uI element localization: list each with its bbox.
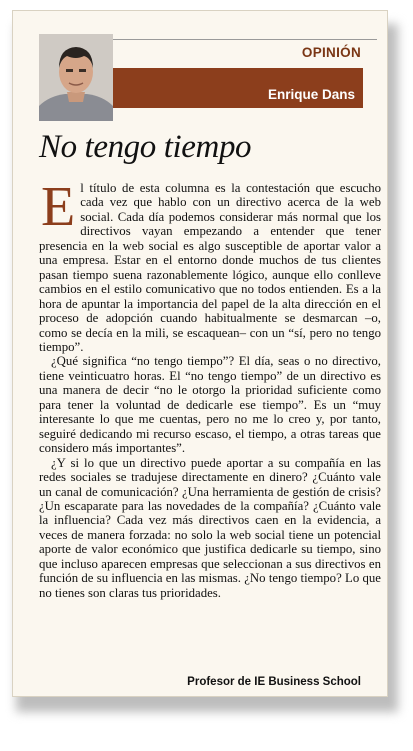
author-photo-drawing xyxy=(39,34,113,121)
newspaper-clipping xyxy=(12,10,388,697)
article-body xyxy=(39,176,381,600)
paragraph-2: ¿Qué significa “no tengo tiempo”? El día, seas o no directivo, tiene veinticuatro horas. El “no tengo tiempo” de un directivo es una manera de decir “no le otorgo la prioridad suficiente como para tener la voluntad de dedicarle ese tiempo”. Es un “muy interesante lo que me cuentas, pero no me lo creo y, por tanto, seguiré dedicando mi recurso escaso, el tiempo, a otras tareas que considero más importantes”. xyxy=(39,354,381,456)
author-signature: Profesor de IE Business School xyxy=(187,676,361,688)
paragraph-1 xyxy=(39,176,381,354)
author-portrait-icon xyxy=(39,34,113,121)
article-title: No tengo tiempo xyxy=(39,129,252,165)
paragraph-1-text: l título de esta columna es la contestación que escucho cada vez que hablo con un directivo acerca de la web social. Cada día podemos considerar más normal que los directivos vayan empezando a entender que tener presencia en la web social es algo susceptible de aportar valor a una empresa. Estar en el entorno donde muchos de tus clientes pasan tiempo suena razonablemente lógico, aunque ello conlleve cambios en el estilo comunicativo que no todos entienden. Es a la hora de apuntar la importancia del papel de la alta dirección en el proceso de adopción cuando habitualmente se desmarcan –o, como se decía en la mili, se escaquean– con un “sí, pero no tengo tiempo”. xyxy=(39,181,381,354)
author-band xyxy=(113,68,363,108)
drop-cap: E xyxy=(41,176,76,238)
paragraph-3: ¿Y si lo que un directivo puede aportar a su compañía en las redes sociales se tradujese directamente en dinero? ¿Cuánto vale un canal de comunicación? ¿Una herramienta de gestión de crisis? ¿Un escaparate para las novedades de la compañía? ¿Cuánto vale la influencia? Cada vez más directivos caen en la evidencia, a veces de manera forzada: no solo la web social tiene un potencial aporte de valor económico que justifica dedicarle su tiempo, sino que incluso aparecen empresas que seleccionan a sus directivos en función de su influencia en las mismas. ¿No tengo tiempo? Lo que no tienes son claras tus prioridades. xyxy=(39,455,381,600)
author-name: Enrique Dans xyxy=(267,87,355,102)
section-label: OPINIÓN xyxy=(301,45,361,60)
